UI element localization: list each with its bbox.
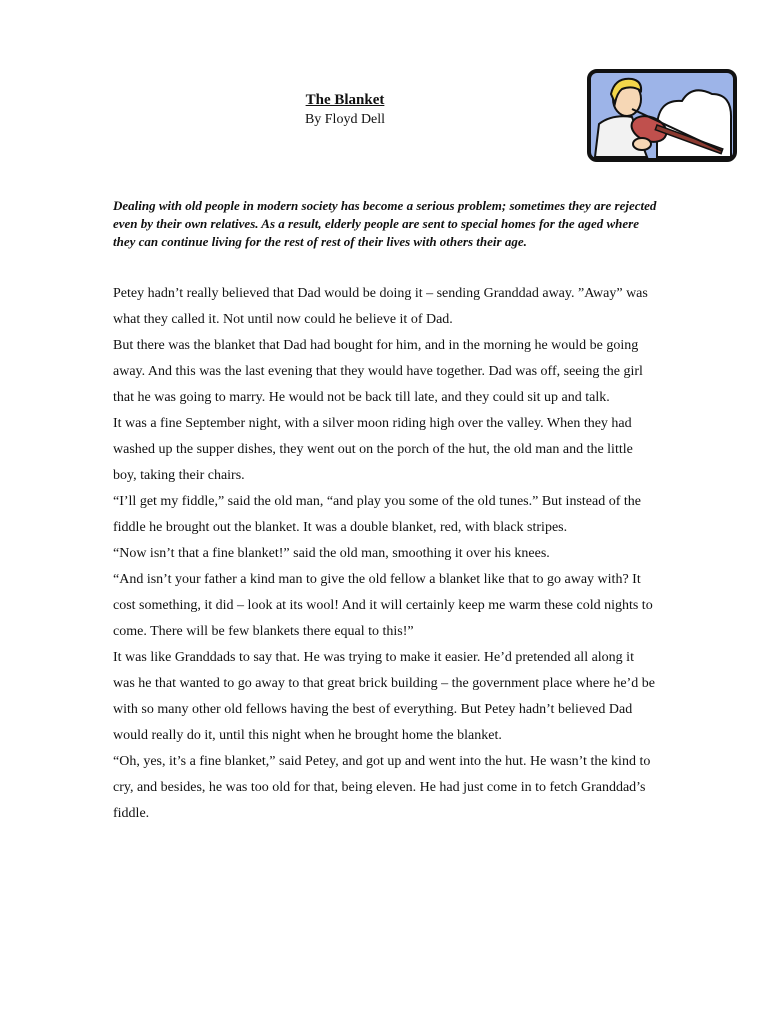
story-paragraph: “Now isn’t that a fine blanket!” said the old man, smoothing it over his knees. xyxy=(113,546,550,561)
title-block xyxy=(250,90,440,130)
story-paragraph: “And isn’t your father a kind man to give the old fellow a blanket like that to go away with? It cost something, it did – look at its wool! And it will certainly keep me warm these cold nights to come. There will be few blankets there equal to this!” xyxy=(113,572,653,639)
story-body xyxy=(113,281,658,827)
intro-paragraph: Dealing with old people in modern society has become a serious problem; sometimes they are rejected even by their own relatives. As a result, elderly people are sent to special homes for the aged where they can continue living for the rest of rest of their lives with others their age. xyxy=(113,198,657,249)
story-paragraph: “I’ll get my fiddle,” said the old man, “and play you some of the old tunes.” But instead of the fiddle he brought out the blanket. It was a double blanket, red, with black stripes. xyxy=(113,494,641,535)
violinist-clipart-icon xyxy=(587,69,737,162)
story-paragraph: Petey hadn’t really believed that Dad would be doing it – sending Granddad away. ”Away” was what they called it. Not until now could he believe it of Dad. xyxy=(113,286,648,327)
story-paragraph: But there was the blanket that Dad had bought for him, and in the morning he would be going away. And this was the last evening that they would have together. Dad was off, seeing the girl that he was going to marry. He would not be back till late, and they could sit up and talk. xyxy=(113,338,643,405)
story-paragraph: It was like Granddads to say that. He was trying to make it easier. He’d pretended all along it was he that wanted to go away to that great brick building – the government place where he’d be with so many other old fellows having the best of everything. But Petey hadn’t believed Dad would really do it, until this night when he brought home the blanket. xyxy=(113,650,655,743)
story-paragraph: “Oh, yes, it’s a fine blanket,” said Petey, and got up and went into the hut. He wasn’t the kind to cry, and besides, he was too old for that, being eleven. He had just come in to fetch Granddad’s fiddle. xyxy=(113,754,651,821)
story-paragraph: It was a fine September night, with a silver moon riding high over the valley. When they had washed up the supper dishes, they went out on the porch of the hut, the old man and the little boy, taking their chairs. xyxy=(113,416,633,483)
document-title: The Blanket xyxy=(305,92,385,108)
document-author: By Floyd Dell xyxy=(304,112,386,127)
